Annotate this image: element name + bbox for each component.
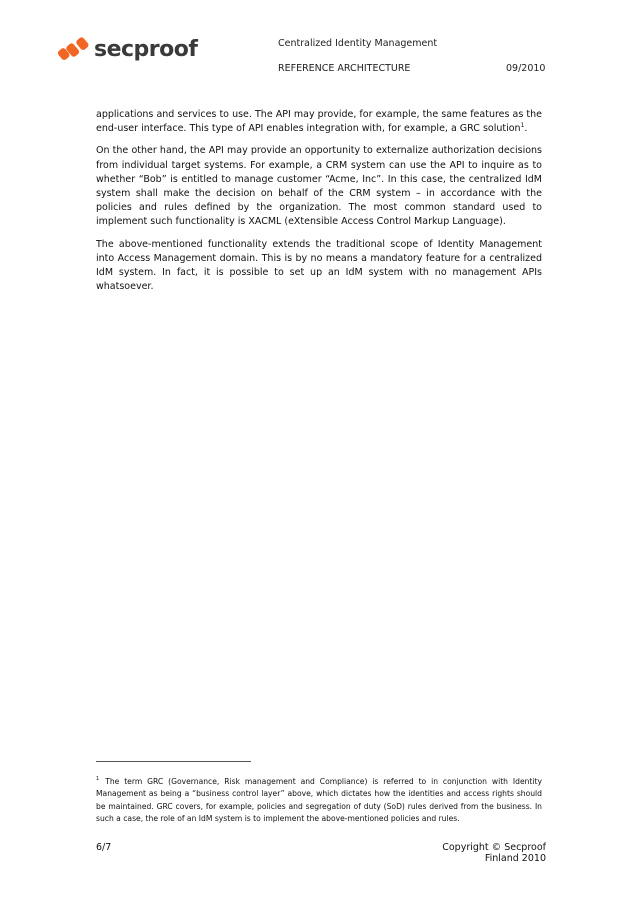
secproof-logo [56,34,197,64]
paragraph-2: On the other hand, the API may provide an opportunity to externalize authorization decisions from individual target systems. For example, a CRM system can use the API to inquire as to whether “Bob” is entitled to manage customer “Acme, Inc”. In this case, the centralized IdM system shall make the decision on behalf of the CRM system – in accordance with the policies and rules defined by the organization. The most common standard used to implement such functionality is XACML (eXtensible Access Control Markup Language). [96,145,542,228]
paragraph-1-end: . [524,123,528,135]
paragraph-1-text: applications and services to use. The API may provide, for example, the same features as the end-user interface. This type of API enables integration with, for example, a GRC solution [96,109,542,135]
paragraph-1 [96,108,542,136]
header-date: 09/2010 [506,63,546,74]
logo-text: secproof [94,36,198,62]
page-number: 6/7 [96,842,112,853]
copyright: Copyright © Secproof Finland 2010 [442,842,546,864]
secproof-logo-icon [56,36,92,62]
footnote-ref: 1 [520,122,525,130]
footnote-text: The term GRC (Governance, Risk management and Compliance) is referred to in conjunction with Identity Management as being a “business control layer” above, which dictates how the identities and access rights should be maintained. GRC covers, for example, policies and segregation of duty (SoD) rules derived from the business. In such a case, the role of an IdM system is to implement the above-mentioned policies and rules. [96,777,542,823]
footnote [96,776,542,825]
footnote-divider [96,761,251,762]
header-title: Centralized Identity Management [278,38,438,49]
header-subtitle: REFERENCE ARCHITECTURE [278,63,411,74]
paragraph-3: The above-mentioned functionality extends the traditional scope of Identity Management into Access Management domain. This is by no means a mandatory feature for a centralized IdM system. In fact, it is possible to set up an IdM system with no management APIs whatsoever. [96,238,542,293]
body-text [96,108,542,302]
footnote-marker: 1 [96,776,100,783]
